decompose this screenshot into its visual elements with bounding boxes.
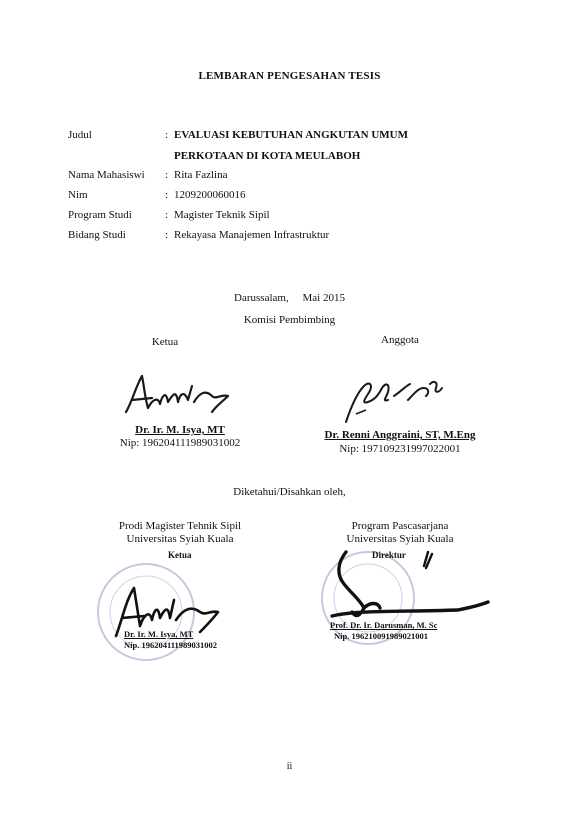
member-name: Dr. Renni Anggraini, ST, M.Eng xyxy=(324,429,476,441)
field-colon: : xyxy=(165,229,169,241)
field-colon: : xyxy=(165,209,169,221)
left-unit-line2: Universitas Syiah Kuala xyxy=(126,533,234,545)
field-label: Nama Mahasiswi xyxy=(68,169,145,181)
field-colon: : xyxy=(165,129,169,141)
left-stamp-nip: Nip. 196204111989031002 xyxy=(124,640,218,650)
field-judul xyxy=(68,129,538,147)
field-colon: : xyxy=(165,189,169,201)
field-value-continued: PERKOTAAN DI KOTA MEULABOH xyxy=(174,150,361,162)
chair-nip: Nip: 196204111989031002 xyxy=(119,437,241,449)
member-role: Anggota xyxy=(381,334,419,346)
date: Mai 2015 xyxy=(302,292,345,304)
left-unit-line1: Prodi Magister Tehnik Sipil xyxy=(118,520,242,532)
field-program-studi xyxy=(68,209,538,227)
field-label: Judul xyxy=(68,129,92,141)
page-number: ii xyxy=(286,761,293,772)
field-colon: : xyxy=(165,169,169,181)
field-value: Rekayasa Manajemen Infrastruktur xyxy=(174,229,330,241)
field-value: 1209200060016 xyxy=(174,189,246,201)
field-bidang-studi xyxy=(68,229,538,247)
left-stamp-role: Ketua xyxy=(168,550,192,560)
chair-role: Ketua xyxy=(151,336,179,348)
place: Darussalam, xyxy=(234,292,289,304)
left-stamp-name: Dr. Ir. M. Isya, MT xyxy=(124,629,194,639)
approved-by: Diketahui/Disahkan oleh, xyxy=(233,486,346,498)
member-nip: Nip: 197109231997022001 xyxy=(339,443,461,455)
chair-name: Dr. Ir. M. Isya, MT xyxy=(135,424,225,436)
field-label: Bidang Studi xyxy=(68,229,126,241)
field-nim xyxy=(68,189,538,207)
right-stamp-role: Direktur xyxy=(372,550,406,560)
right-stamp-name: Prof. Dr. Ir. Darusman, M. Sc xyxy=(330,620,438,630)
right-unit-line1: Program Pascasarjana xyxy=(351,520,449,532)
place-date xyxy=(0,292,579,304)
member-signature xyxy=(338,374,448,426)
right-unit-line2: Universitas Syiah Kuala xyxy=(346,533,454,545)
field-label: Nim xyxy=(68,189,88,201)
chair-signature xyxy=(118,372,243,420)
field-value: Rita Fazlina xyxy=(174,169,228,181)
committee-heading: Komisi Pembimbing xyxy=(243,314,336,326)
field-label: Program Studi xyxy=(68,209,132,221)
field-value: Magister Teknik Sipil xyxy=(174,209,270,221)
left-official-stamp xyxy=(88,544,258,668)
field-judul-line2 xyxy=(68,150,538,168)
page-title: LEMBARAN PENGESAHAN TESIS xyxy=(198,70,381,82)
right-official-stamp xyxy=(308,544,498,654)
field-nama-mahasiswi xyxy=(68,169,538,187)
field-value: EVALUASI KEBUTUHAN ANGKUTAN UMUM xyxy=(174,129,408,141)
right-stamp-nip: Nip. 196210091989021001 xyxy=(334,631,428,641)
